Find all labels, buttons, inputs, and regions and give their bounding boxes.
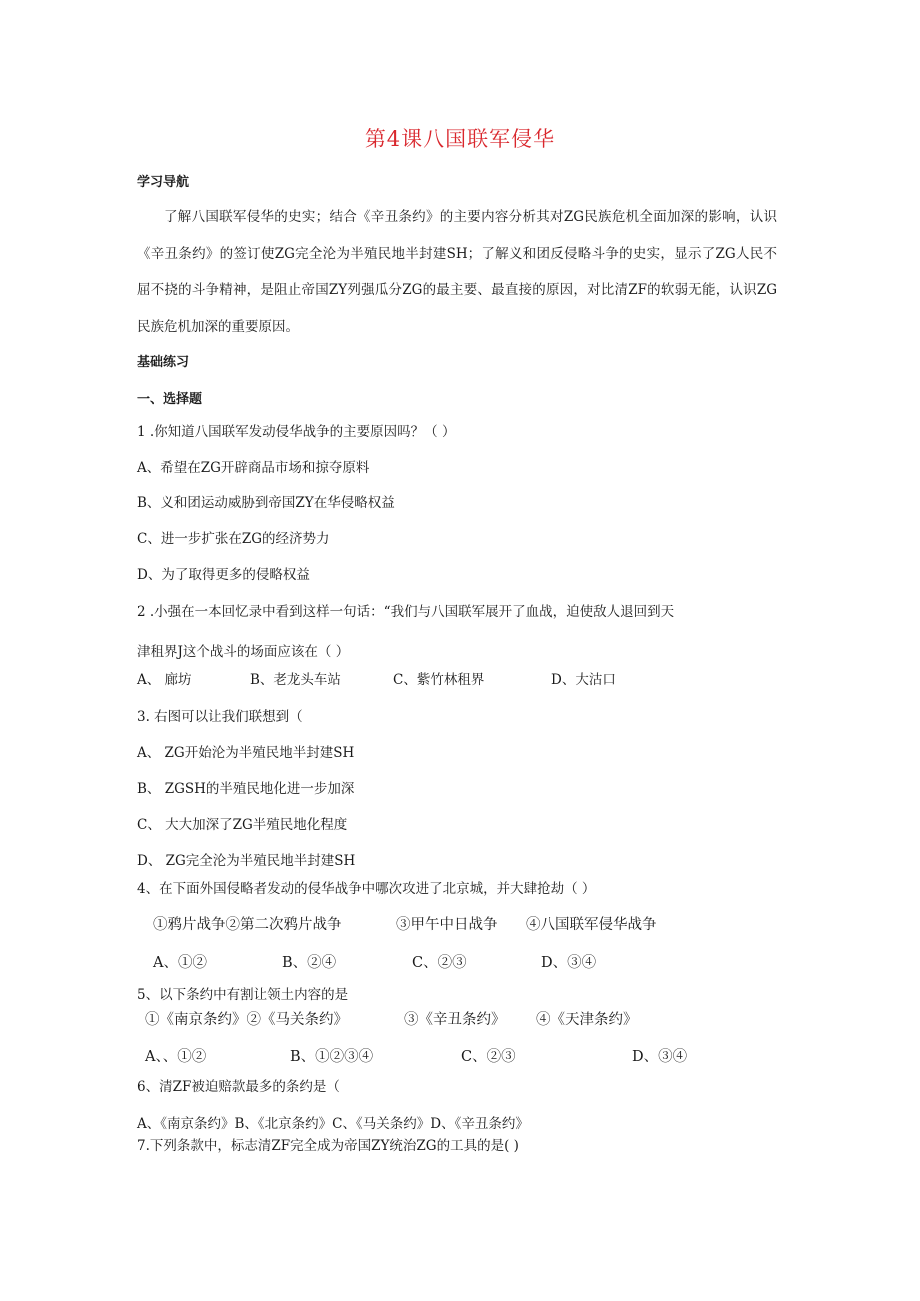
section-heading-guide: 学习导航 <box>137 175 190 190</box>
question-2-option-a: A、 廊坊 <box>137 672 192 688</box>
question-5-option-b: B、①②③④ <box>290 1049 374 1065</box>
question-1-stem: 1 .你知道八国联军发动侵华战争的主要原因吗？（ ） <box>137 424 456 440</box>
question-4-option-d: D、③④ <box>541 955 597 971</box>
question-5-stem: 5、以下条约中有割让领土内容的是 <box>137 987 349 1003</box>
question-5-option-c: C、②③ <box>461 1049 516 1065</box>
question-2-option-b: B、老龙头车站 <box>250 672 341 688</box>
question-2-option-d: D、大沽口 <box>551 672 616 688</box>
question-4-item-4: ④八国联军侵华战争 <box>526 917 657 933</box>
question-1-option-d: D、为了取得更多的侵略权益 <box>137 567 310 583</box>
question-1-option-c: C、进一步扩张在ZG的经济势力 <box>137 531 330 547</box>
question-7-stem: 7.下列条款中，标志清ZF完全成为帝国ZY统治ZG的工具的是( ) <box>137 1138 519 1154</box>
question-4-option-a: A、①② <box>153 955 207 971</box>
question-4-option-c: C、②③ <box>412 955 467 971</box>
question-1-option-b: B、义和团运动威胁到帝国ZY在华侵略权益 <box>137 495 395 511</box>
question-6-stem: 6、清ZF被迫赔款最多的条约是（ <box>137 1079 340 1095</box>
question-4-item-1-2: ①鸦片战争②第二次鸦片战争 <box>153 917 342 933</box>
intro-paragraph: 了解八国联军侵华的史实；结合《辛丑条约》的主要内容分析其对ZG民族危机全面加深的影响，认识《辛丑条约》的签订使ZG完全沦为半殖民地半封建SH；了解义和团反侵略斗争的史实，显示了ZG人民不屈不挠的斗争精神，是阻止帝国ZY列强瓜分ZG的最主要、最直接的原因，对比清ZF的软弱无能，认识ZG民族危机加深的重要原因。 <box>137 209 777 335</box>
question-2-option-c: C、紫竹林租界 <box>393 672 485 688</box>
question-4-item-3: ③甲午中日战争 <box>396 917 498 933</box>
section-heading-practice: 基础练习 <box>137 355 190 370</box>
question-2-stem-line-1: 2 .小强在一本回忆录中看到这样一句话：“我们与八国联军展开了血战，迫使敌人退回到天 <box>137 604 675 620</box>
question-3-option-b: B、 ZGSH的半殖民地化进一步加深 <box>137 781 355 797</box>
question-6-options: A、《南京条约》B、《北京条约》C、《马关条约》D、《辛丑条约》 <box>137 1116 529 1132</box>
question-1-option-a: A、希望在ZG开辟商品市场和掠夺原料 <box>137 460 370 476</box>
question-3-stem: 3. 右图可以让我们联想到（ <box>137 709 303 725</box>
question-5-item-4: ④《天津条约》 <box>536 1012 638 1028</box>
question-3-option-d: D、 ZG完全沦为半殖民地半封建SH <box>137 853 356 869</box>
question-4-stem: 4、在下面外国侵略者发动的侵华战争中哪次攻进了北京城，并大肆抢劫（ ） <box>137 881 596 897</box>
question-4-option-b: B、②④ <box>282 955 337 971</box>
document-title: 第4课八国联军侵华 <box>364 127 556 151</box>
question-5-option-a: A、、①② <box>145 1049 207 1065</box>
question-2-stem-line-2: 津租界J这个战斗的场面应该在（ ） <box>137 644 350 660</box>
question-5-item-3: ③《辛丑条约》 <box>404 1012 506 1028</box>
question-3-option-c: C、 大大加深了ZG半殖民地化程度 <box>137 817 348 833</box>
section-heading-choice: 一、选择题 <box>137 392 203 407</box>
question-3-option-a: A、 ZG开始沦为半殖民地半封建SH <box>137 745 355 761</box>
question-5-option-d: D、③④ <box>632 1049 688 1065</box>
question-5-item-1-2: ①《南京条约》②《马关条约》 <box>145 1012 348 1028</box>
